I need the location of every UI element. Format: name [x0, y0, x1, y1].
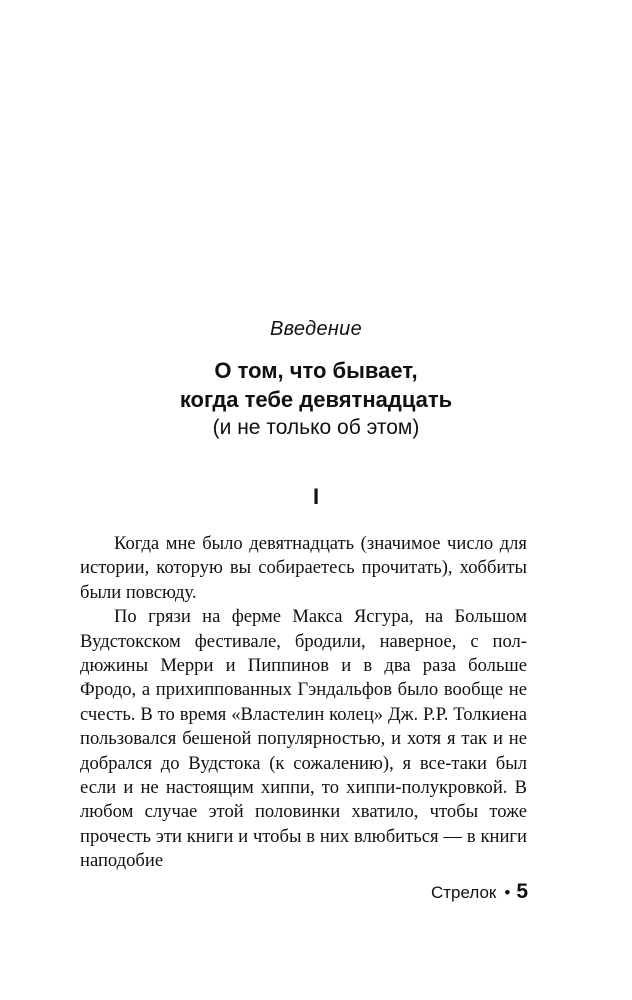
- page-number: 5: [516, 880, 528, 903]
- chapter-subtitle: (и не только об этом): [212, 416, 420, 439]
- chapter-label: Введение: [269, 318, 363, 340]
- footer-separator: •: [504, 883, 511, 902]
- page-footer: [431, 880, 528, 904]
- section-number: I: [312, 484, 320, 509]
- running-title: Стрелок: [430, 883, 497, 902]
- chapter-title-line-2: когда тебе девятнадцать: [179, 387, 453, 412]
- chapter-title: [0, 356, 632, 414]
- paragraph-1: Когда мне было девятнадцать (значимое число для истории, которую вы собираетесь прочитать), хоббиты были повсюду.: [80, 533, 527, 603]
- paragraph-2: По грязи на ферме Макса Ясгура, на Большом Вудстокском фестивале, бродили, наверное, с полдюжины Мерри и Пиппинов и в два раза больше Фродо, а прихиппованных Гэндальфов было вообще не счесть. В то время «Властелин колец» Дж. Р.Р. Толкиена пользовался бешеной популярностью, и хотя я так и не добрался до Вудстока (к сожалению), я все-таки был если и не настоящим хиппи, то хиппи-полукровкой. В любом случае этой половинки хватило, чтобы тоже прочесть эти книги и чтобы в них влюбиться — в книги наподобие: [80, 606, 527, 872]
- chapter-title-line-1: О том, что бывает,: [214, 358, 418, 383]
- body-text: [80, 532, 527, 874]
